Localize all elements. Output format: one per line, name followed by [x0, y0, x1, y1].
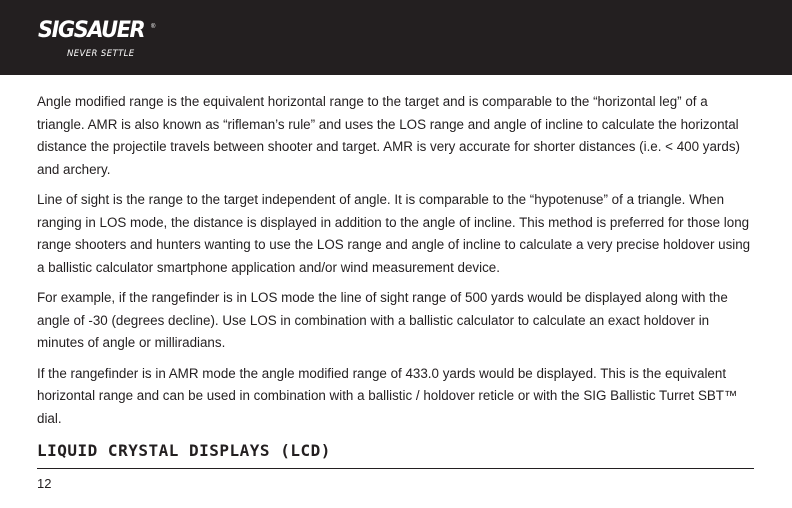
paragraph-los-example: For example, if the rangefinder is in LOS mode the line of sight range of 500 yards would be displayed along with the angle of -30 (degrees decline). Use LOS in combination with a ballistic calculator to calculate an exact holdover in minutes of angle or milliradians. — [37, 290, 728, 350]
logo-tagline: NEVER SETTLE — [67, 49, 135, 59]
paragraph-amr: Angle modified range is the equivalent horizontal range to the target and is comparable to the “horizontal leg” of a triangle. AMR is also known as “rifleman’s rule” and uses the LOS range and angle of incline to calculate the horizontal distance the projectile travels between shooter and target. AMR is very accurate for shorter distances (i.e. < 400 yards) and archery. — [37, 94, 740, 177]
footer-divider — [37, 468, 754, 469]
sig-sauer-logo — [38, 14, 158, 66]
section-heading-lcd: LIQUID CRYSTAL DISPLAYS (LCD) — [37, 441, 331, 460]
header-bar — [0, 0, 792, 75]
paragraph-amr-example: If the rangefinder is in AMR mode the angle modified range of 433.0 yards would be displayed. This is the equivalent horizontal range and can be used in combination with a ballistic / holdover reticle or with the SIG Ballistic Turret SBT™ dial. — [37, 365, 738, 426]
body-text — [37, 91, 757, 438]
paragraph-los: Line of sight is the range to the target independent of angle. It is comparable to the “hypotenuse” of a triangle. When ranging in LOS mode, the distance is displayed in addition to the angle of incline. This method is preferred for those long range shooters and hunters wanting to use the LOS range and angle of incline to calculate a very precise holdover using a ballistic calculator smartphone application and/or wind measurement device. — [37, 192, 751, 275]
registered-mark: ® — [151, 24, 156, 30]
page-number: 12 — [37, 476, 52, 491]
logo-wordmark: SIGSAUER — [38, 18, 145, 43]
